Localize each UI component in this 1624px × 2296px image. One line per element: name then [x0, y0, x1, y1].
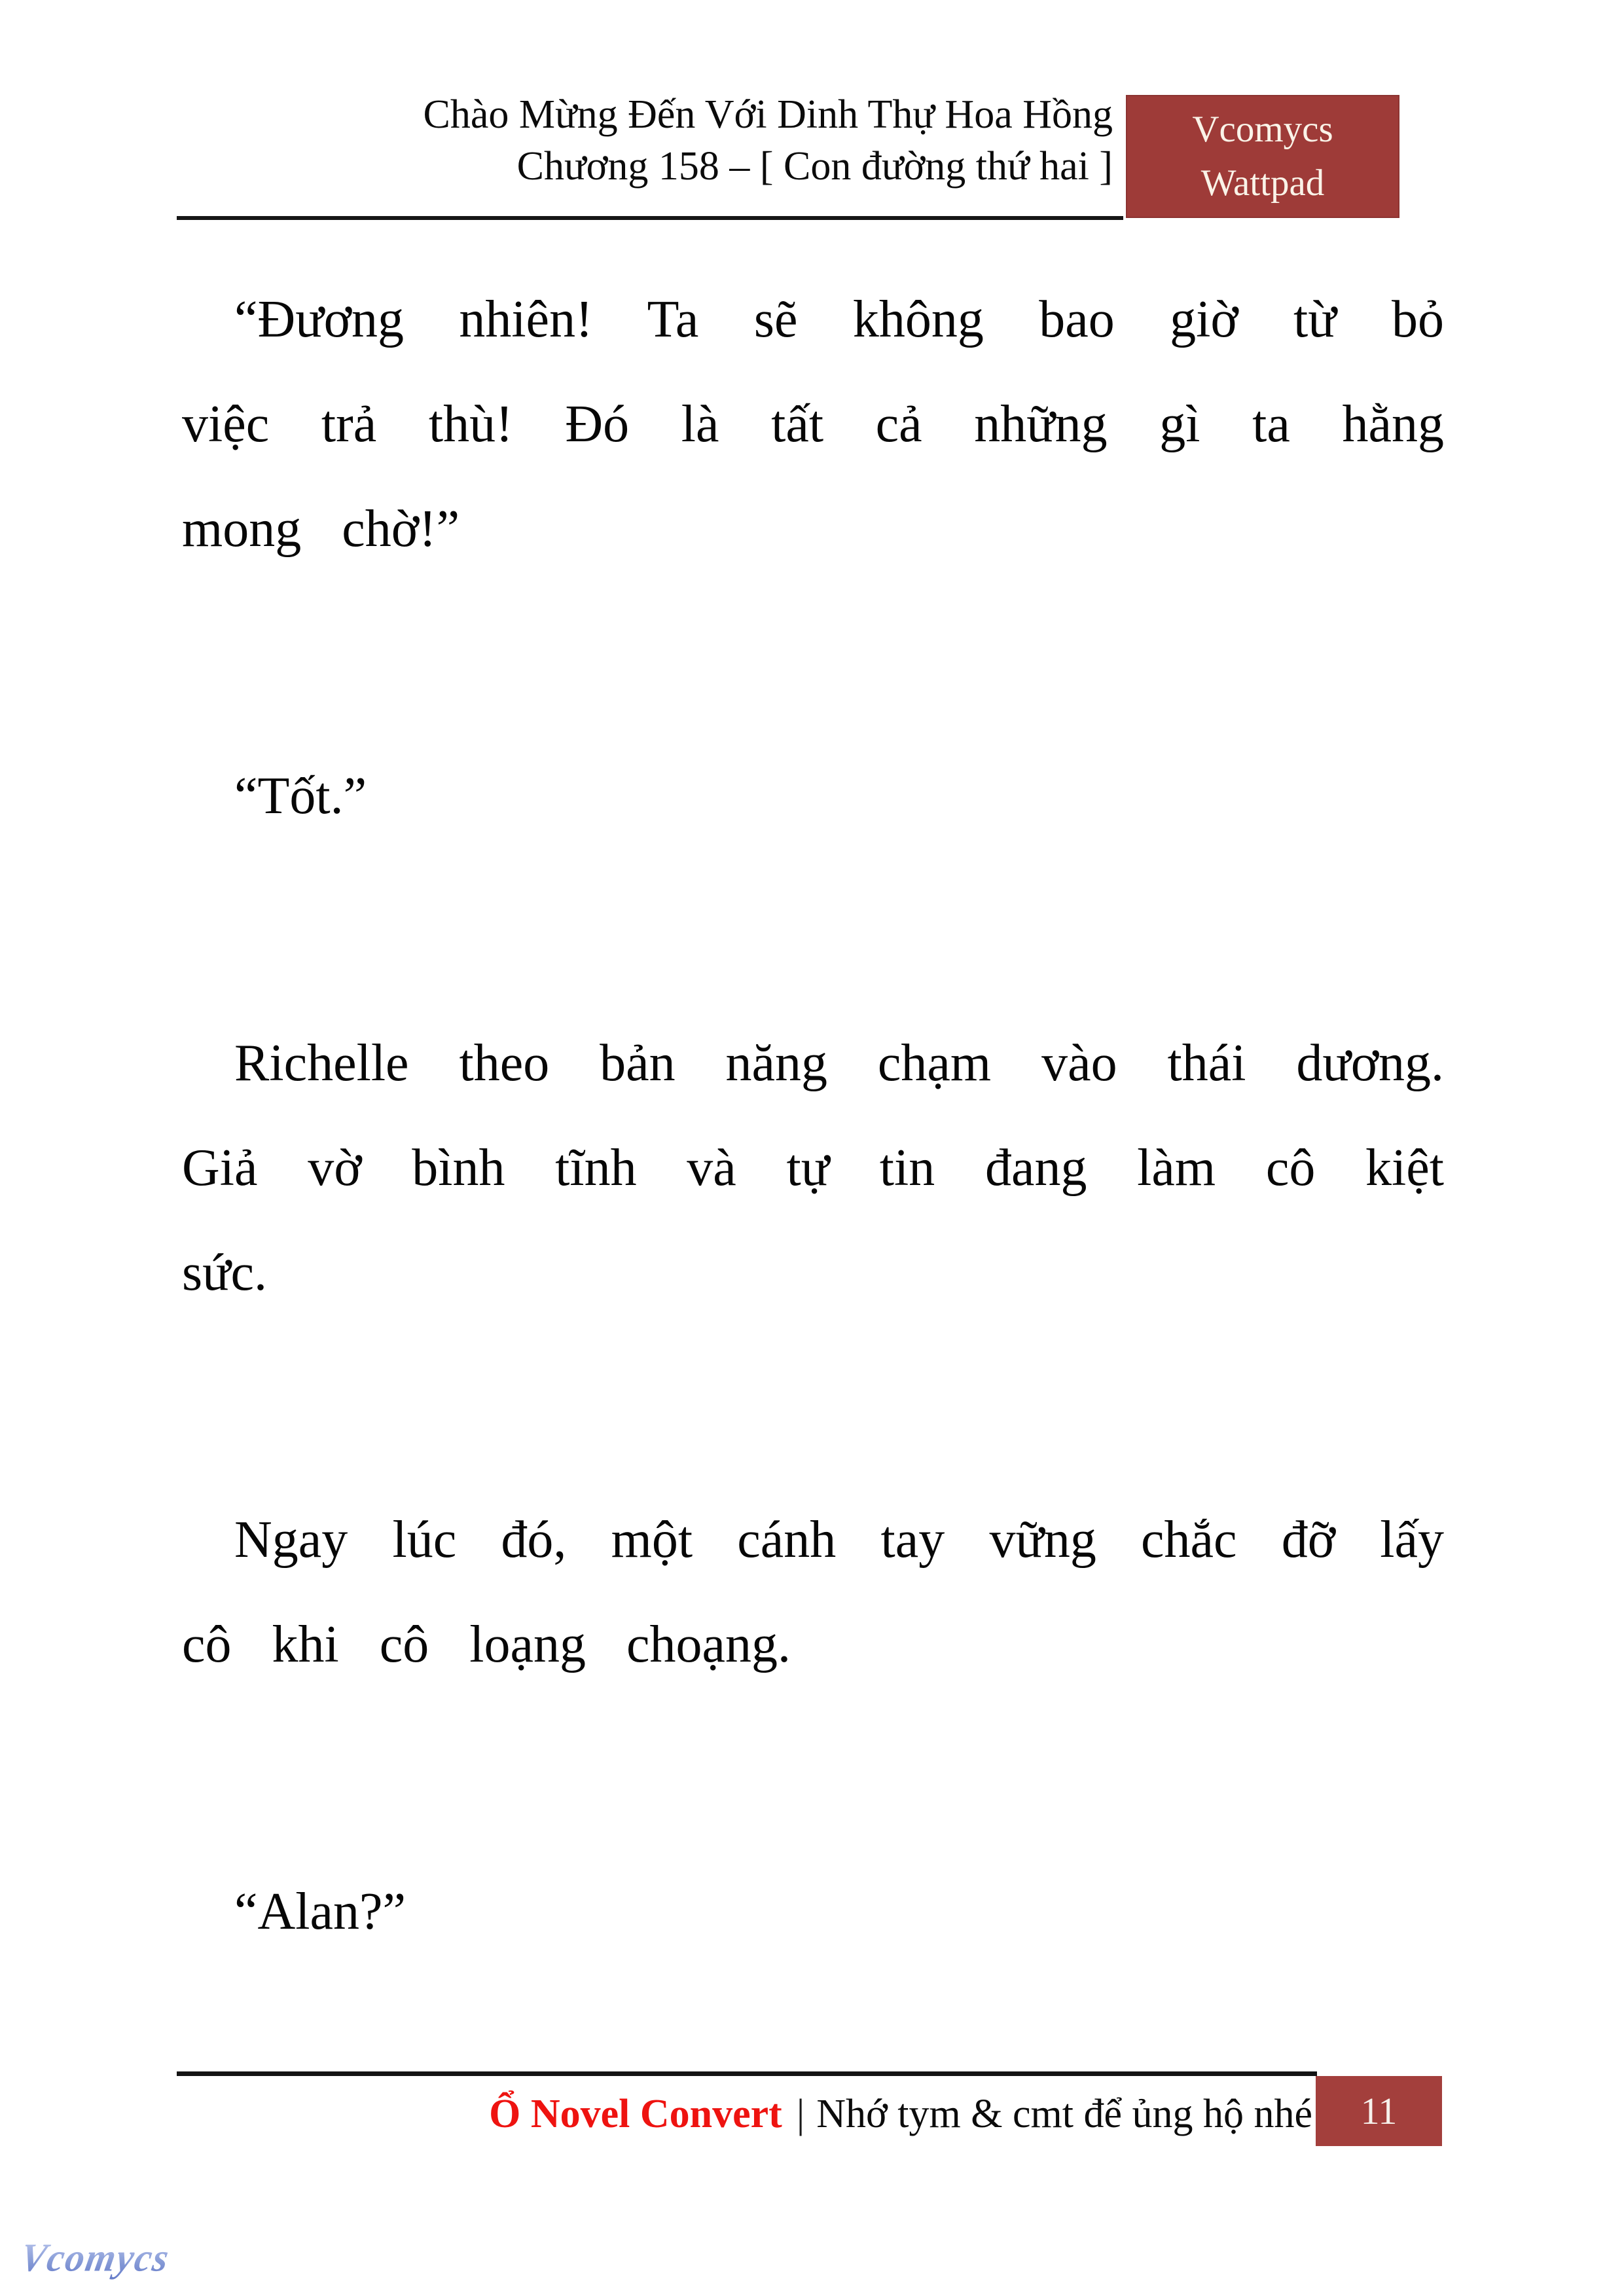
page-number-badge: [1316, 2076, 1442, 2146]
paragraph: “Tốt.”: [234, 767, 367, 825]
header-divider: [177, 216, 1123, 220]
footer-credit-line: [489, 2090, 1312, 2138]
translator-credit: Ổ Novel Convert: [489, 2092, 782, 2136]
footer-separator: |: [796, 2092, 805, 2136]
chapter-header: [424, 89, 1113, 192]
paragraph: Richelle theo bản năng chạm vào thái dương. Giả vờ bình tĩnh và tự tin đang làm cô kiệt sức.: [182, 1034, 1444, 1302]
vcomycs-watermark-logo: Vcomycs: [17, 2234, 173, 2280]
footer-note: Nhớ tym & cmt để ủng hộ nhé: [816, 2092, 1312, 2136]
page-number: 11: [1360, 2090, 1398, 2132]
paragraph: “Alan?”: [234, 1883, 406, 1941]
brand-name: Vcomycs: [1192, 109, 1333, 150]
brand-platform: Wattpad: [1200, 162, 1325, 204]
story-text: [182, 267, 1444, 1964]
brand-badge: [1126, 95, 1399, 218]
paragraph: Ngay lúc đó, một cánh tay vững chắc đỡ lấy cô khi cô loạng choạng.: [182, 1511, 1444, 1673]
chapter-title: Chương 158 – [ Con đường thứ hai ]: [516, 144, 1113, 189]
novel-title: Chào Mừng Đến Với Dinh Thự Hoa Hồng: [423, 92, 1113, 137]
footer-divider: [177, 2071, 1317, 2076]
paragraph: “Đương nhiên! Ta sẽ không bao giờ từ bỏ việc trả thù! Đó là tất cả những gì ta hằng mong chờ!”: [182, 291, 1444, 558]
